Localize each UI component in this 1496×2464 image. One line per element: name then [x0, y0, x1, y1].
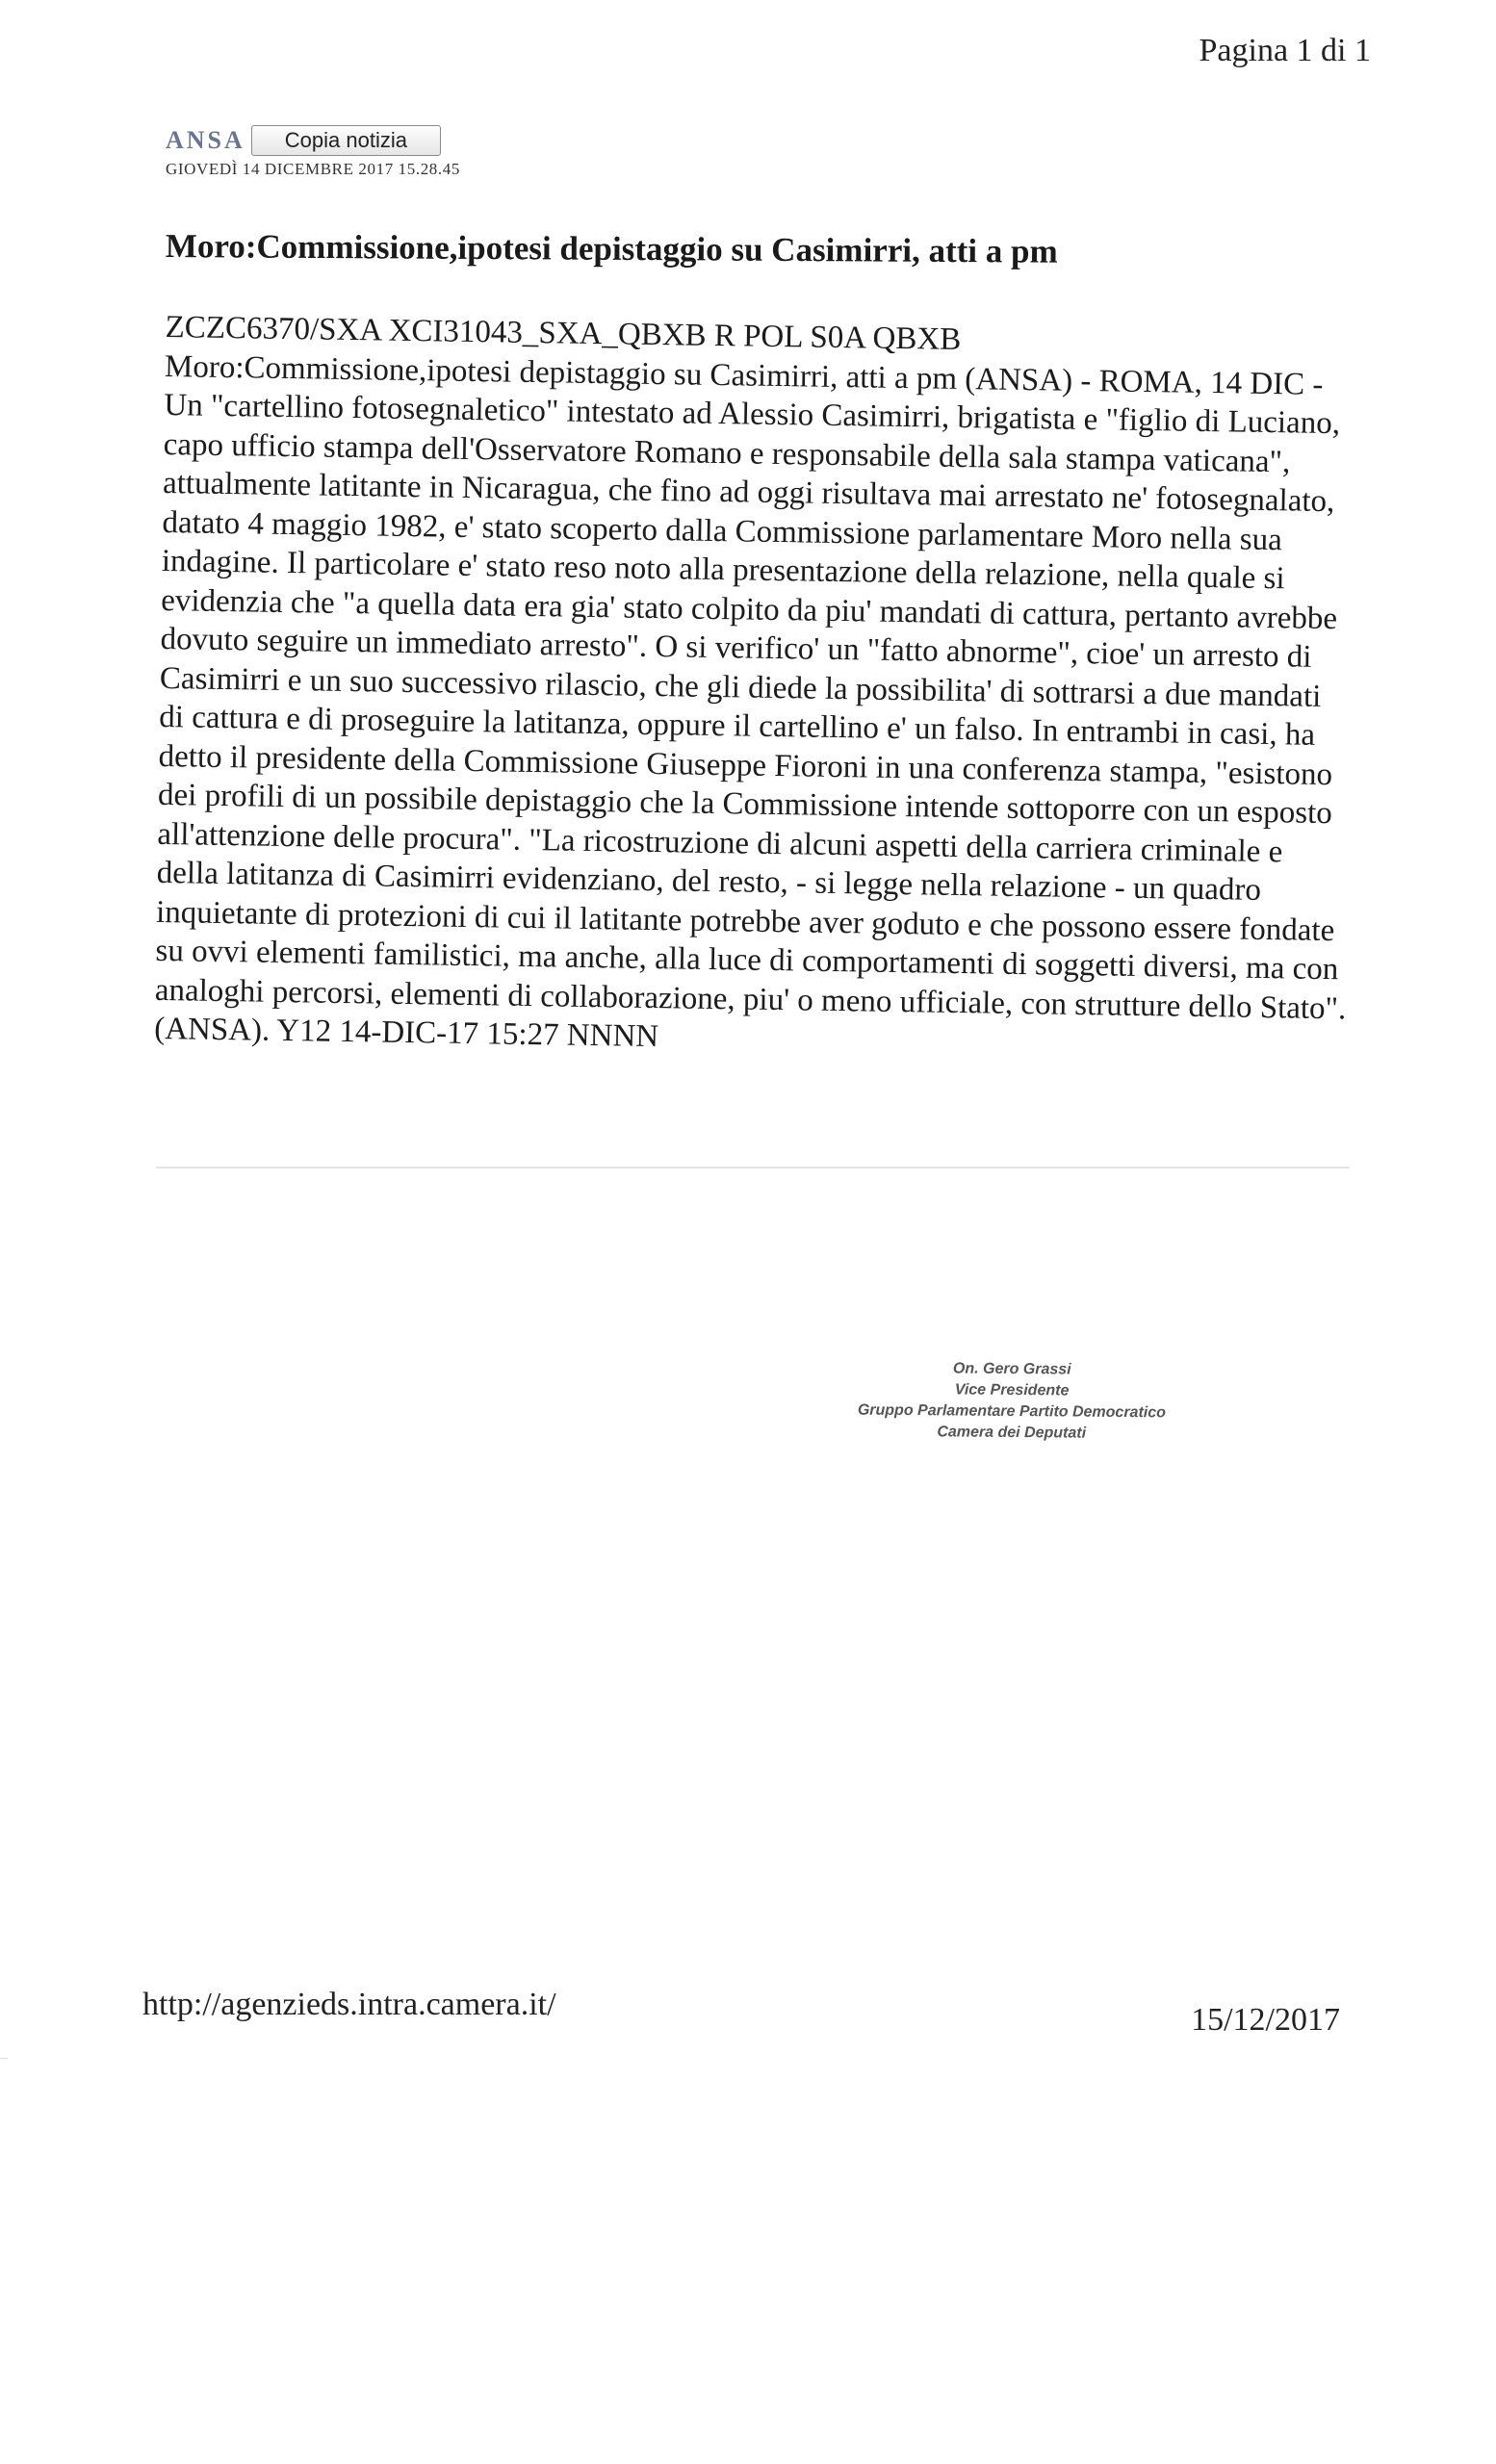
- dateline: GIOVEDÌ 14 DICEMBRE 2017 15.28.45: [166, 160, 460, 178]
- copy-news-button[interactable]: Copia notizia: [251, 125, 441, 156]
- article-headline: Moro:Commissione,ipotesi depistaggio su Casimirri, atti a pm: [165, 227, 1058, 270]
- page-number: Pagina 1 di 1: [1199, 33, 1371, 68]
- ansa-logo-row: [166, 125, 460, 156]
- scan-edge-mark: [0, 2058, 8, 2059]
- footer-url: http://agenzieds.intra.camera.it/: [142, 1987, 556, 2022]
- stamp-name: On. Gero Grassi: [952, 1360, 1071, 1378]
- article-text: Moro:Commissione,ipotesi depistaggio su Casimirri, atti a pm (ANSA) - ROMA, 14 DIC - Un "cartellino fotosegnaletico" intestato ad Alessio Casimirri, brigatista e "figlio di Luciano, capo ufficio stampa dell'Osservatore Romano e responsabile della sala stampa vaticana", attualmente latitante in Nicaragua, che fino ad oggi risultava mai arrestato ne' fotosegnalato, datato 4 maggio 1982, e' stato scoperto dalla Commissione parlamentare Moro nella sua indagine. Il particolare e' stato reso noto alla presentazione della relazione, nella quale si evidenzia che "a quella data era gia' stato colpito da piu' mandati di cattura, pertanto avrebbe dovuto seguire un immediato arresto". O si verifico' un "fatto abnorme", cioe' un arresto di Casimirri e un suo successivo rilascio, che gli diede la possibilita' di sottrarsi a due mandati di cattura e di proseguire la latitanza, oppure il cartellino e' un falso. In entrambi in casi, ha detto il presidente della Commissione Giuseppe Fioroni in una conferenza stampa, "esistono dei profili di un possibile depistaggio che la Commissione intende sottoporre con un esposto all'attenzione delle procura". "La ricostruzione di alcuni aspetti della carriera criminale e della latitanza di Casimirri evidenziano, del resto, - si legge nella relazione - un quadro inquietante di protezioni di cui il latitante potrebbe aver goduto e che possono essere fondate su ovvi elementi familistici, ma anche, alla luce di comportamenti di soggetti diversi, ma con analoghi percorsi, elementi di collaborazione, piu' o meno ufficiale, con strutture dello Stato". (ANSA). Y12 14-DIC-17 15:27 NNNN: [153, 348, 1347, 1055]
- signature-stamp: [805, 1357, 1220, 1446]
- stamp-group: Gruppo Parlamentare Partito Democratico: [857, 1401, 1167, 1422]
- footer-date: 15/12/2017: [1191, 2002, 1340, 2038]
- ansa-logo: ANSA: [166, 126, 245, 154]
- article-body: [154, 308, 1359, 1067]
- separator-line: [156, 1167, 1350, 1168]
- stamp-role: Vice Presidente: [954, 1381, 1070, 1399]
- article-code-line: ZCZC6370/SXA XCI31043_SXA_QBXB R POL S0A QBXB: [165, 309, 962, 357]
- stamp-chamber: Camera dei Deputati: [937, 1424, 1087, 1442]
- ansa-header: [166, 125, 460, 179]
